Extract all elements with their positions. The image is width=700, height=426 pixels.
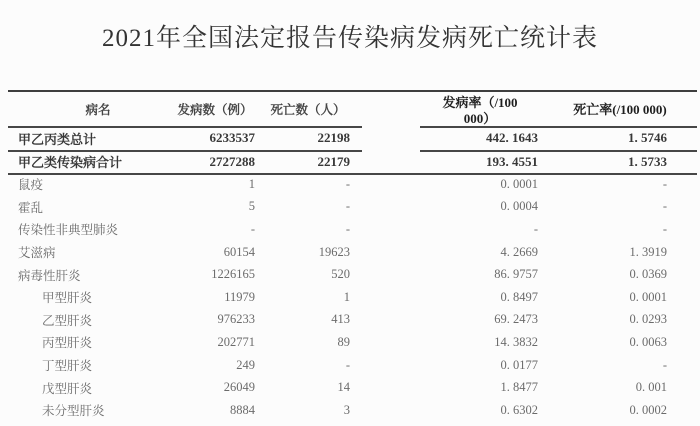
table-row — [8, 150, 697, 173]
column-header-incidence-rate — [410, 95, 550, 126]
cell-disease-name: 甲乙丙类总计 — [18, 131, 97, 147]
cell-case-count: 11979 — [224, 289, 255, 304]
table-row — [8, 354, 697, 377]
cell-mortality-rate: - — [662, 357, 667, 372]
cell-case-count: - — [250, 221, 255, 236]
cell-disease-name: 传染性非典型肺炎 — [18, 223, 119, 238]
cell-mortality-rate: 0. 0369 — [629, 267, 667, 282]
incidence-header-line2: 000） — [463, 110, 497, 126]
table-row — [8, 331, 697, 354]
cell-incidence-rate: 0. 0001 — [500, 176, 538, 191]
table-row — [8, 286, 697, 309]
table-header-row — [8, 90, 697, 126]
cell-death-count: 19623 — [318, 244, 350, 259]
table-body — [8, 126, 697, 422]
cell-case-count: 26049 — [223, 380, 255, 395]
cell-disease-name: 戊型肝炎 — [42, 381, 93, 396]
cell-disease-name: 丁型肝炎 — [42, 359, 93, 374]
table-row — [8, 218, 697, 241]
cell-death-count: 14 — [337, 380, 350, 395]
cell-death-count: 22179 — [317, 153, 350, 169]
cell-case-count: 8884 — [230, 402, 255, 417]
cell-mortality-rate: - — [662, 199, 667, 214]
cell-case-count: 60154 — [223, 244, 255, 259]
cell-case-count: 1 — [248, 176, 255, 191]
cell-case-count: 249 — [236, 357, 255, 372]
column-header-deaths: 死亡数（人） — [270, 103, 346, 117]
incidence-header-line1: 发病率（/100 — [442, 95, 518, 110]
cell-death-count: 413 — [331, 312, 350, 327]
table-row — [8, 241, 697, 264]
table-row — [8, 263, 697, 286]
cell-incidence-rate: 0. 8497 — [500, 289, 538, 304]
cell-disease-name: 乙型肝炎 — [42, 313, 93, 328]
cell-disease-name: 霍乱 — [18, 200, 44, 215]
table-row — [8, 309, 697, 332]
cell-incidence-rate: 69. 2473 — [494, 312, 538, 327]
table-row — [8, 126, 697, 150]
cell-case-count: 5 — [248, 199, 255, 214]
cell-incidence-rate: 86. 9757 — [494, 267, 538, 282]
cell-death-count: 3 — [343, 402, 350, 417]
cell-case-count: 202771 — [217, 334, 255, 349]
cell-death-count: 520 — [331, 267, 350, 282]
cell-mortality-rate: 0. 0002 — [629, 402, 667, 417]
cell-case-count: 1226165 — [211, 267, 255, 282]
cell-mortality-rate: 0. 001 — [635, 380, 667, 395]
cell-incidence-rate: 14. 3832 — [494, 334, 538, 349]
cell-death-count: 1 — [343, 289, 350, 304]
cell-mortality-rate: 1. 5733 — [628, 153, 667, 169]
cell-mortality-rate: 0. 0293 — [629, 312, 667, 327]
cell-incidence-rate: 442. 1643 — [486, 130, 538, 145]
column-header-cases: 发病数（例） — [177, 103, 253, 117]
cell-mortality-rate: 1. 3919 — [629, 244, 667, 259]
cell-incidence-rate: 0. 0004 — [500, 199, 538, 214]
cell-disease-name: 鼠疫 — [18, 178, 44, 193]
cell-mortality-rate: 0. 0063 — [629, 334, 667, 349]
cell-case-count: 2727288 — [209, 153, 255, 169]
cell-incidence-rate: 4. 2669 — [500, 244, 538, 259]
cell-case-count: 6233537 — [209, 130, 255, 145]
table-row — [8, 399, 697, 422]
cell-mortality-rate: - — [662, 221, 667, 236]
cell-incidence-rate: 0. 0177 — [500, 357, 538, 372]
cell-disease-name: 未分型肝炎 — [42, 404, 105, 419]
cell-disease-name: 艾滋病 — [18, 246, 56, 261]
cell-incidence-rate: - — [533, 221, 538, 236]
cell-death-count: - — [345, 221, 350, 236]
cell-incidence-rate: 0. 6302 — [500, 402, 538, 417]
page — [0, 26, 700, 426]
table-row — [8, 376, 697, 399]
cell-death-count: 22198 — [317, 130, 350, 145]
cell-disease-name: 病毒性肝炎 — [18, 268, 81, 283]
cell-mortality-rate: - — [662, 176, 667, 191]
cell-death-count: - — [345, 357, 350, 372]
cell-incidence-rate: 193. 4551 — [486, 153, 538, 169]
cell-disease-name: 甲型肝炎 — [42, 291, 93, 306]
cell-incidence-rate: 1. 8477 — [500, 380, 538, 395]
cell-death-count: - — [345, 199, 350, 214]
cell-death-count: 89 — [337, 334, 350, 349]
cell-mortality-rate: 0. 0001 — [629, 289, 667, 304]
table-row — [8, 173, 697, 196]
table-row — [8, 196, 697, 219]
cell-case-count: 976233 — [217, 312, 255, 327]
cell-disease-name: 甲乙类传染病合计 — [18, 155, 123, 170]
cell-death-count: - — [345, 176, 350, 191]
column-header-mortality-rate: 死亡率(/100 000) — [573, 102, 667, 117]
cell-disease-name: 丙型肝炎 — [42, 336, 93, 351]
cell-mortality-rate: 1. 5746 — [628, 130, 667, 145]
column-header-disease-name: 病名 — [85, 103, 111, 117]
page-title: 2021年全国法定报告传染病发病死亡统计表 — [101, 25, 598, 52]
statistics-table — [8, 90, 697, 426]
